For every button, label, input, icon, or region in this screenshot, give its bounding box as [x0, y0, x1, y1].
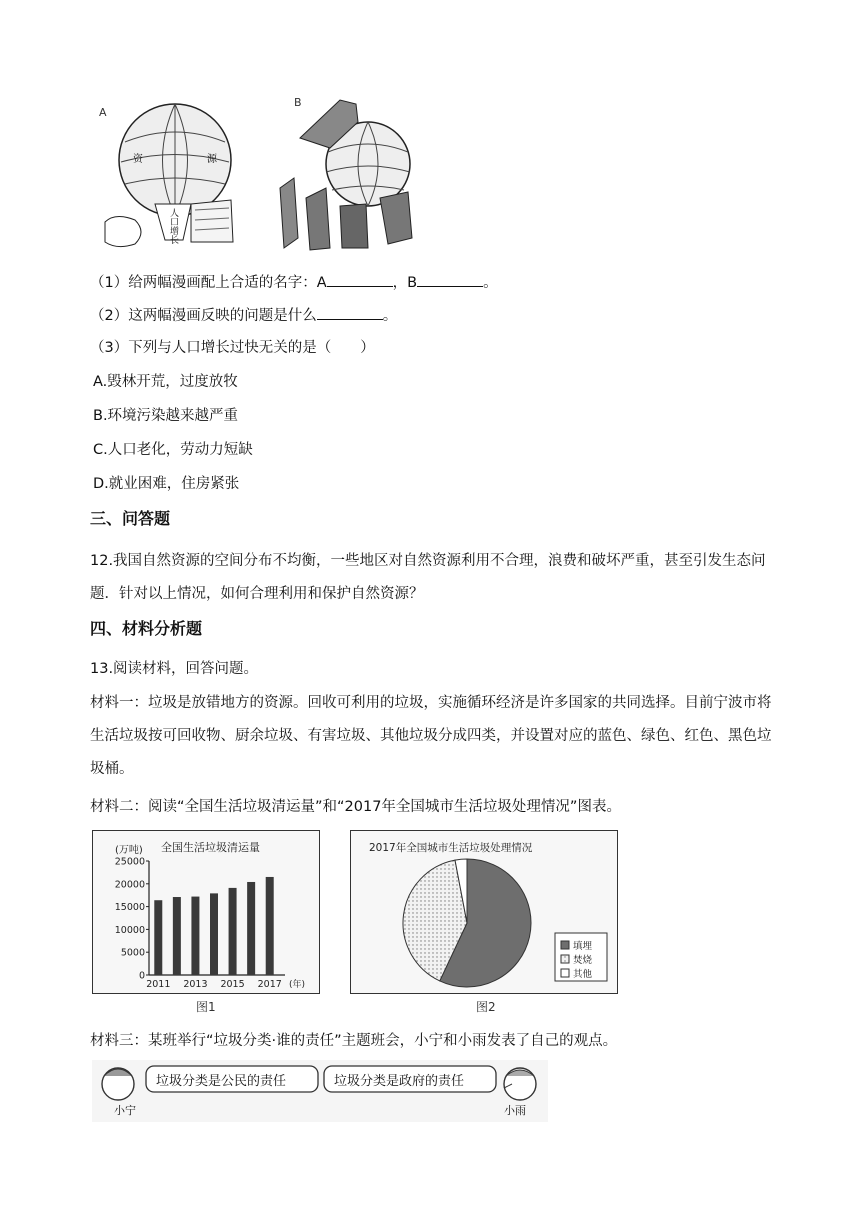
option-c: C.人口老化，劳动力短缺 — [93, 442, 253, 458]
y-tick-label: 0 — [138, 970, 145, 982]
question-13-intro: 13.阅读材料，回答问题。 — [90, 661, 259, 677]
y-tick-label: 25000 — [114, 856, 145, 868]
material-3: 材料三：某班举行“垃圾分类·谁的责任”主题班会，小宁和小雨发表了自己的观点。 — [90, 1033, 618, 1049]
question-1-text: （1）给两幅漫画配上合适的名字：A — [90, 275, 327, 291]
y-tick-label: 5000 — [120, 947, 145, 959]
bar-chart-xlabel: (年) — [289, 980, 306, 990]
legend-label: 填埋 — [573, 941, 593, 952]
option-d: D.就业困难，住房紧张 — [93, 476, 240, 492]
answer-blank-c[interactable] — [317, 305, 383, 320]
xiaoning-name: 小宁 — [114, 1104, 136, 1117]
bar-2014 — [210, 893, 218, 975]
bar-2013 — [191, 897, 199, 975]
cartoon-a — [95, 92, 245, 254]
material-1: 材料一：垃圾是放错地方的资源。回收可利用的垃圾，实施循环经济是许多国家的共同选择。目前宁波市将生活垃圾按可回收物、厨余垃圾、有害垃圾、其他垃圾分成四类，并设置对应的蓝色、绿色、红色、黑色垃圾桶。 — [90, 695, 772, 777]
material-2: 材料二：阅读“全国生活垃圾清运量”和“2017年全国城市生活垃圾处理情况”图表。 — [90, 799, 621, 815]
question-1 — [90, 272, 498, 293]
pie-chart-title: 2017年全国城市生活垃圾处理情况 — [369, 842, 533, 854]
legend-swatch-其他 — [561, 969, 569, 977]
answer-blank-b[interactable] — [417, 272, 483, 287]
xiaoyu-name: 小雨 — [504, 1104, 526, 1117]
x-tick-label: 2017 — [257, 979, 282, 990]
bar-2016 — [247, 882, 255, 975]
cartoon-b-label: B — [294, 96, 302, 109]
question-12: 12.我国自然资源的空间分布不均衡，一些地区对自然资源利用不合理，浪费和破坏严重，甚至引发生态问题．针对以上情况，如何合理利用和保护自然资源？ — [90, 553, 766, 602]
figure-2 — [350, 830, 618, 994]
bar-2015 — [229, 888, 237, 975]
legend-label: 焚烧 — [573, 955, 593, 966]
question-3: （3）下列与人口增长过快无关的是（ ） — [90, 340, 375, 356]
x-tick-label: 2015 — [220, 979, 245, 990]
answer-blank-a[interactable] — [327, 272, 393, 287]
cartoon-b — [270, 88, 420, 254]
cartoon-a-label: A — [99, 106, 107, 119]
question-2 — [90, 305, 397, 326]
bar-chart-title: 全国生活垃圾清运量 — [161, 841, 260, 854]
figure-2-caption: 图2 — [476, 1000, 496, 1014]
x-tick-label: 2013 — [183, 979, 208, 990]
bar-2017 — [266, 877, 274, 975]
x-tick-label: 2011 — [146, 979, 171, 990]
bar-chart — [93, 831, 319, 993]
section-4-title: 四、材料分析题 — [90, 619, 203, 638]
xiaoning-speech: 垃圾分类是公民的责任 — [156, 1074, 287, 1089]
y-tick-label: 15000 — [114, 902, 145, 914]
globe-label-right: 源 — [207, 154, 217, 165]
y-tick-label: 10000 — [114, 924, 145, 936]
section-3-title: 三、问答题 — [90, 509, 171, 528]
option-b: B.环境污染越来越严重 — [93, 408, 239, 424]
bar-chart-ylabel: (万吨) — [115, 845, 143, 856]
legend-swatch-焚烧 — [561, 955, 569, 963]
question-1-mid: ，B — [392, 275, 418, 291]
xiaoyu-speech: 垃圾分类是政府的责任 — [334, 1074, 465, 1089]
figure-1-caption: 图1 — [196, 1000, 216, 1014]
speech-illustration — [92, 1060, 548, 1122]
pie-chart — [351, 831, 617, 993]
question-2-end: 。 — [382, 308, 398, 324]
legend-label: 其他 — [573, 969, 593, 980]
bar-2012 — [173, 897, 181, 975]
cartoon-a-bag-label: 人口增长 — [168, 208, 178, 244]
option-a: A.毁林开荒，过度放牧 — [93, 374, 238, 390]
globe-label-left: 资 — [133, 154, 143, 165]
legend-swatch-填埋 — [561, 941, 569, 949]
figure-1 — [92, 830, 320, 994]
question-1-end: 。 — [483, 275, 498, 291]
y-tick-label: 20000 — [114, 879, 145, 891]
bar-2011 — [154, 900, 162, 975]
question-2-text: （2）这两幅漫画反映的问题是什么 — [90, 308, 317, 324]
